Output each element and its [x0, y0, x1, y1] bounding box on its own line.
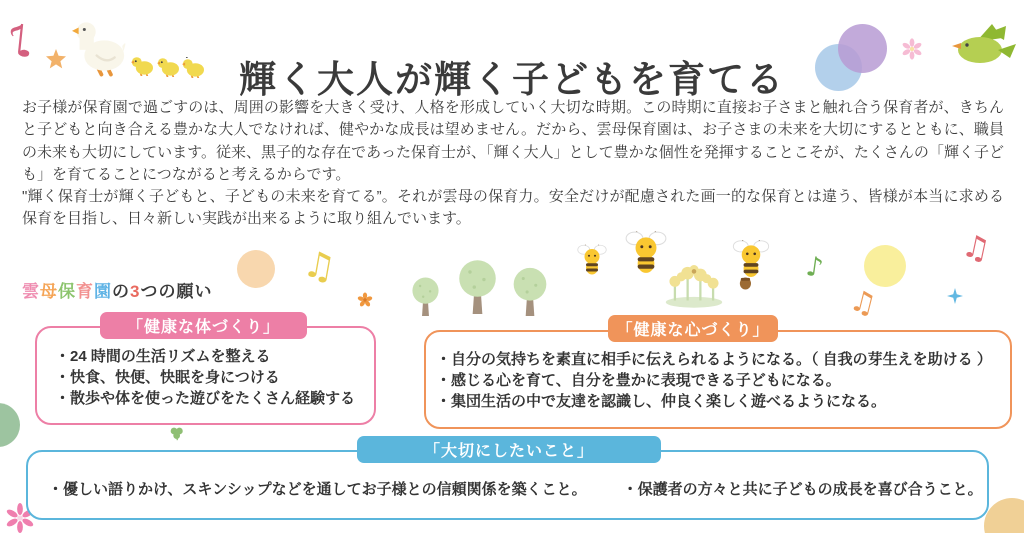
tree-icon — [510, 266, 550, 316]
list-item: ・散歩や体を使った遊びをたくさん経験する — [55, 390, 356, 407]
page-title: 輝く大人が輝く子どもを育てる — [239, 58, 785, 100]
section-heading-three-wishes — [22, 277, 212, 302]
heading-char: つの願い — [140, 282, 213, 301]
peach-circle-shape — [237, 250, 275, 288]
tree-icon — [456, 258, 499, 314]
heading-char: 育 — [76, 282, 94, 301]
list-item: ・感じる心を育て、自分を豊かに表現できる子どもになる。 — [436, 372, 841, 389]
sparkle-icon — [947, 288, 963, 304]
important-things-box-title: 「大切にしたいこと」 — [357, 436, 661, 463]
music-note-icon: ♪ — [803, 250, 826, 285]
intro-paragraph-1: お子様が保育園で過ごすのは、周囲の影響を大きく受け、人格を形成していく大切な時期。この時期に直接お子さまと触れ合う保育者が、きちんと子どもと向き合える豊かな大人でなければ、健やかな成長は望めません。だから、雲母保育園は、お子さまの未来を大切にするとともに、職員の未来も大切にしています。従来、黒子的な存在であった保育士が、「輝く大人」として豊かな個性を発揮することこそが、たくさんの「輝く子ども」を育てることにつながると考えるからです。 — [22, 99, 1004, 183]
bee-icon — [625, 229, 667, 275]
heading-char: 雲 — [22, 282, 40, 301]
small-flower-icon — [357, 292, 373, 308]
healthy-heart-box-title: 「健康な心づくり」 — [608, 315, 778, 342]
tree-icon — [408, 276, 443, 316]
bee-icon — [577, 243, 607, 276]
bee-with-honeypot-icon — [731, 238, 771, 290]
healthy-heart-box-items — [436, 349, 992, 412]
healthy-body-box-items — [55, 346, 355, 409]
heading-char: 園 — [94, 282, 112, 301]
important-things-box-items — [48, 479, 983, 500]
green-circle-shape — [0, 403, 20, 447]
list-item: ・保護者の方々と共に子どもの成長を喜び合うこと。 — [622, 481, 983, 498]
list-item: ・集団生活の中で友達を認識し、仲良く楽しく遊べるようになる。 — [436, 393, 887, 410]
music-note-icon: ♪ — [3, 14, 37, 69]
heading-char: 3 — [130, 282, 141, 301]
music-note-icon: ♫ — [299, 243, 339, 290]
heading-char: 保 — [58, 282, 76, 301]
clover-icon — [168, 426, 185, 441]
intro-text — [22, 97, 1004, 231]
music-note-icon: ♫ — [846, 282, 880, 322]
music-note-icon: ♫ — [958, 227, 994, 269]
yellow-circle-shape — [864, 245, 906, 287]
list-item: ・優しい語りかけ、スキンシップなどを通してお子様との信頼関係を築くこと。 — [48, 481, 587, 498]
list-item: ・快食、快便、快眠を身につける — [55, 369, 280, 386]
flowerbed-icon — [664, 262, 724, 308]
healthy-body-box-title: 「健康な体づくり」 — [100, 312, 307, 339]
intro-paragraph-2: "輝く保育士が輝く子どもと、子どもの未来を育てる”。それが雲母の保育力。安全だけが配慮された画一的な保育とは違う、皆様が本当に求める保育を目指し、日々新しい実践が出来るように取り組んでいます。 — [22, 188, 1004, 228]
list-item: ・24 時間の生活リズムを整える — [55, 348, 271, 365]
heading-char: の — [112, 282, 130, 301]
list-item: ・自分の気持ちを素直に相手に伝えられるようになる。（ 自我の芽生えを助ける ） — [436, 351, 992, 368]
tan-circle-shape — [984, 498, 1024, 533]
heading-char: 母 — [40, 282, 58, 301]
